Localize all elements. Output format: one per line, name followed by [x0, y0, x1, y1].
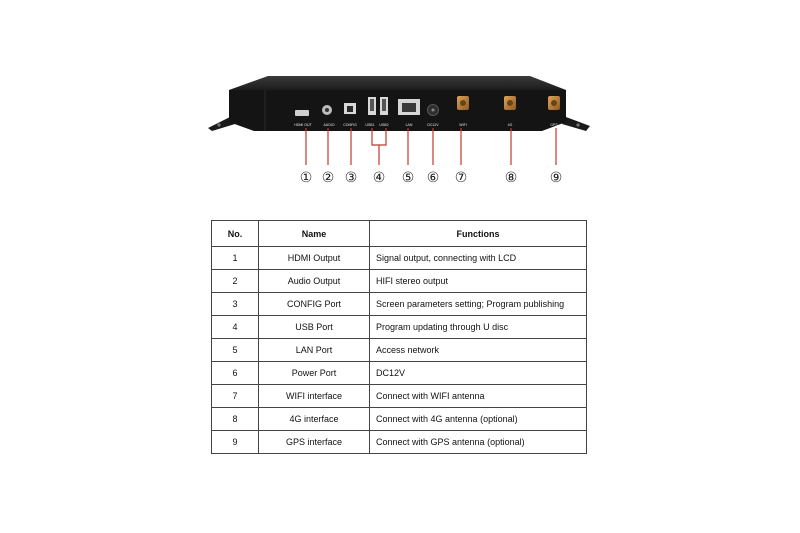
table-row	[212, 408, 587, 431]
cell-function: Access network	[370, 339, 587, 362]
port-label: USB1	[365, 123, 375, 127]
cell-no: 6	[212, 362, 259, 385]
cell-name: USB Port	[259, 316, 370, 339]
table-row	[212, 293, 587, 316]
callout-number: ⑨	[549, 170, 563, 186]
cell-function: Connect with 4G antenna (optional)	[370, 408, 587, 431]
port-label: USB2	[379, 123, 389, 127]
cell-function: Program updating through U disc	[370, 316, 587, 339]
cell-function: Signal output, connecting with LCD	[370, 247, 587, 270]
port-label: WIFI	[459, 123, 467, 127]
table-row	[212, 385, 587, 408]
cell-function: DC12V	[370, 362, 587, 385]
cell-function: HIFI stereo output	[370, 270, 587, 293]
table-row	[212, 270, 587, 293]
table-row	[212, 339, 587, 362]
callout-number: ②	[321, 170, 335, 186]
cell-no: 2	[212, 270, 259, 293]
cell-function: Connect with GPS antenna (optional)	[370, 431, 587, 454]
device-rear-panel-figure	[0, 0, 800, 200]
cell-no: 3	[212, 293, 259, 316]
table-row	[212, 316, 587, 339]
wifi-antenna-connector-icon	[457, 96, 469, 110]
enclosure-top	[229, 76, 566, 90]
port-label: 4G	[507, 123, 513, 127]
port-spec-table	[211, 220, 587, 454]
table-row	[212, 247, 587, 270]
callout-number: ①	[299, 170, 313, 186]
cell-no: 1	[212, 247, 259, 270]
cell-no: 9	[212, 431, 259, 454]
callout-number: ⑤	[401, 170, 415, 186]
header-functions: Functions	[370, 221, 587, 247]
table-row	[212, 362, 587, 385]
cell-name: Power Port	[259, 362, 370, 385]
cell-name: Audio Output	[259, 270, 370, 293]
callout-number: ③	[344, 170, 358, 186]
enclosure-front	[229, 90, 566, 131]
mounting-flange-right	[562, 117, 590, 131]
cell-function: Screen parameters setting; Program publishing	[370, 293, 587, 316]
cell-no: 7	[212, 385, 259, 408]
callout-number: ④	[372, 170, 386, 186]
port-label: AUDIO	[323, 123, 335, 127]
port-label: LAN	[405, 123, 413, 127]
cell-no: 8	[212, 408, 259, 431]
table-row	[212, 431, 587, 454]
callout-number: ⑦	[454, 170, 468, 186]
port-label: HDMI OUT	[294, 123, 312, 127]
table-header-row	[212, 221, 587, 247]
port-label: DC12V	[427, 123, 439, 127]
hdmi-port-icon	[295, 110, 309, 116]
gps-antenna-connector-icon	[548, 96, 560, 110]
cell-name: 4G interface	[259, 408, 370, 431]
cell-no: 5	[212, 339, 259, 362]
header-name: Name	[259, 221, 370, 247]
cell-name: GPS interface	[259, 431, 370, 454]
cell-name: LAN Port	[259, 339, 370, 362]
cell-no: 4	[212, 316, 259, 339]
cell-name: CONFIG Port	[259, 293, 370, 316]
callout-number: ⑧	[504, 170, 518, 186]
cell-function: Connect with WIFI antenna	[370, 385, 587, 408]
port-label: GPS	[550, 123, 558, 127]
callout-number: ⑥	[426, 170, 440, 186]
cell-name: HDMI Output	[259, 247, 370, 270]
cell-name: WIFI interface	[259, 385, 370, 408]
header-no: No.	[212, 221, 259, 247]
callout-lines	[306, 128, 556, 165]
4g-antenna-connector-icon	[504, 96, 516, 110]
port-label: CONFIG	[343, 123, 357, 127]
